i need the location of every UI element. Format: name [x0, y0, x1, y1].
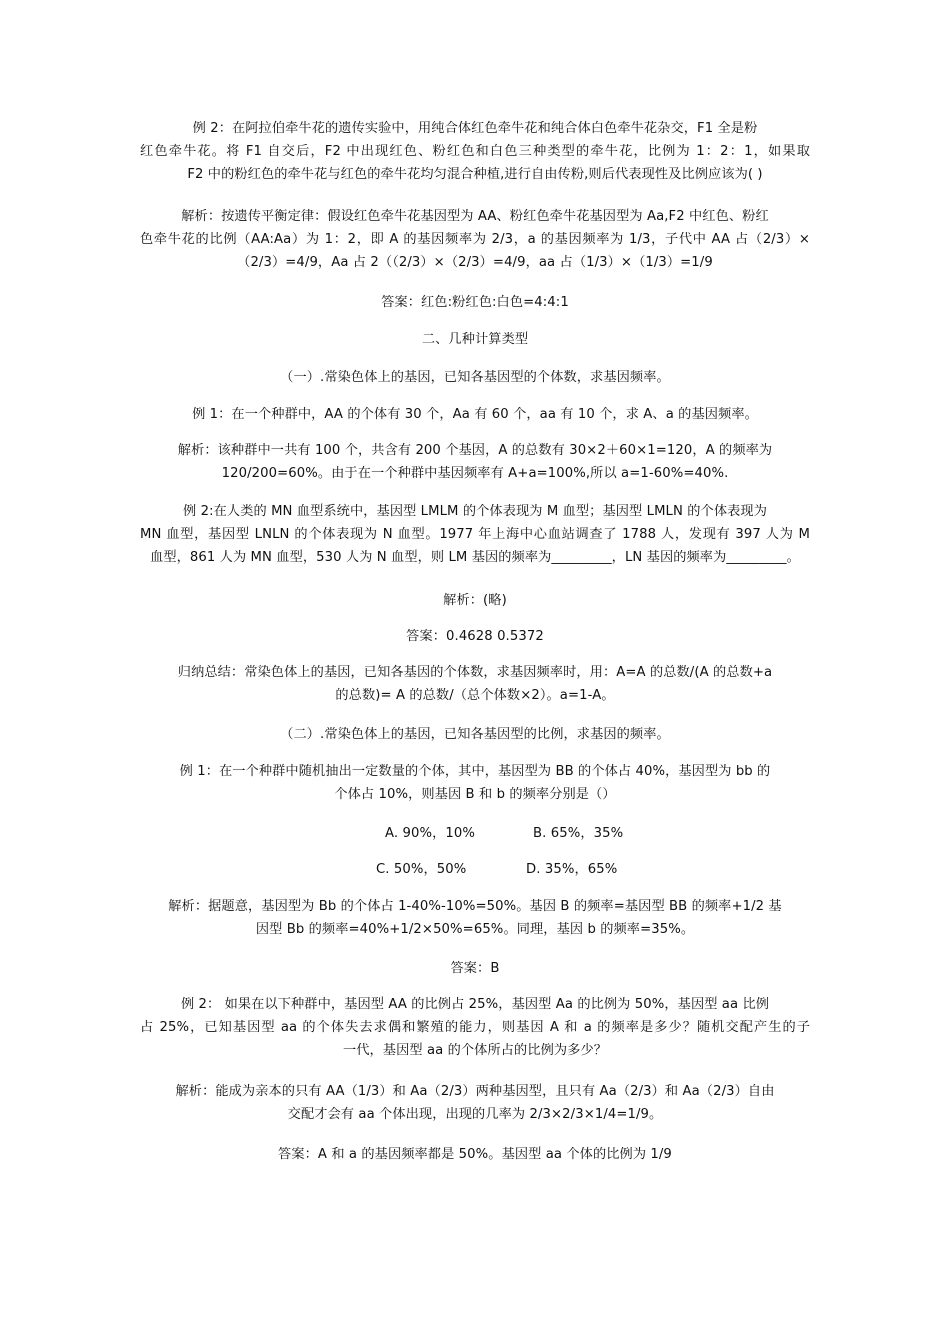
sub1-example1-problem: 例 1：在一个种群中，AA 的个体有 30 个，Aa 有 60 个，aa 有 10 个，求 A、a 的基因频率。 — [192, 407, 758, 422]
text-line: 的总数)= A 的总数/（总个体数×2）。a=1-A。 — [335, 688, 615, 703]
section2-title: 二、几种计算类型 — [421, 332, 529, 347]
text-line: 归纳总结：常染色体上的基因，已知各基因的个体数，求基因频率时，用：A=A 的总数/(A 的总数+a — [177, 665, 773, 680]
option-c: C. 50%，50% — [376, 862, 467, 877]
example2-analysis — [140, 205, 810, 274]
text-line: 解析：能成为亲本的只有 AA（1/3）和 Aa（2/3）两种基因型，且只有 Aa（2/3）和 Aa（2/3）自由 — [175, 1084, 775, 1099]
text-line: 120/200=60%。由于在一个种群中基因频率有 A+a=100%,所以 a=1-60%=40%. — [221, 466, 729, 481]
sub1-example2-problem — [140, 500, 810, 569]
sub2-example2-answer: 答案：A 和 a 的基因频率都是 50%。基因型 aa 个体的比例为 1/9 — [278, 1147, 672, 1162]
text-line: 交配才会有 aa 个体出现，出现的几率为 2/3×2/3×1/4=1/9。 — [287, 1107, 663, 1122]
text-line: 例 2： 如果在以下种群中，基因型 AA 的比例占 25%，基因型 Aa 的比例为 50%，基因型 aa 比例 — [180, 997, 770, 1012]
option-a: A. 90%，10% — [385, 826, 475, 841]
subsection2-title: （二）.常染色体上的基因，已知各基因型的比例，求基因的频率。 — [280, 727, 670, 742]
subsection1-title: （一）.常染色体上的基因，已知各基因型的个体数，求基因频率。 — [280, 370, 670, 385]
option-b: B. 65%，35% — [533, 826, 624, 841]
sub2-example2-problem — [140, 993, 810, 1062]
text-line: （2/3）=4/9，Aa 占 2（（2/3）×（2/3）=4/9，aa 占（1/3）×（1/3）=1/9 — [237, 255, 713, 270]
text-line: 血型，861 人为 MN 血型，530 人为 N 血型，则 LM 基因的频率为_________，LN 基因的频率为_________。 — [150, 550, 800, 565]
text-line: 解析：该种群中一共有 100 个，共含有 200 个基因，A 的总数有 30×2＋60×1=120，A 的频率为 — [177, 443, 773, 458]
sub2-example1-analysis — [140, 895, 810, 941]
text-line: 占 25%，已知基因型 aa 的个体失去求偶和繁殖的能力，则基因 A 和 a 的频率是多少？随机交配产生的子 — [140, 1020, 810, 1035]
options-row-2 — [140, 858, 810, 878]
text-line: 解析：按遗传平衡定律：假设红色牵牛花基因型为 AA、粉红色牵牛花基因型为 Aa,F2 中红色、粉红 — [181, 209, 769, 224]
text-line: 因型 Bb 的频率=40%+1/2×50%=65%。同理，基因 b 的频率=35%。 — [255, 922, 695, 937]
sub1-example2-analysis: 解析：(略) — [443, 593, 507, 608]
example2-problem — [140, 117, 810, 186]
text-line: 例 2：在阿拉伯牵牛花的遗传实验中，用纯合体红色牵牛花和纯合体白色牵牛花杂交，F1 全是粉 — [192, 121, 758, 136]
text-line: 个体占 10%，则基因 B 和 b 的频率分别是（） — [334, 787, 616, 802]
sub2-example1-answer: 答案：B — [450, 961, 500, 976]
text-line: MN 血型，基因型 LNLN 的个体表现为 N 血型。1977 年上海中心血站调查了 1788 人，发现有 397 人为 M — [140, 527, 810, 542]
sub1-example2-answer: 答案：0.4628 0.5372 — [406, 629, 544, 644]
text-line: 红色牵牛花。将 F1 自交后，F2 中出现红色、粉红色和白色三种类型的牵牛花，比例为 1：2：1，如果取 — [140, 144, 810, 159]
text-line: 色牵牛花的比例（AA:Aa）为 1：2，即 A 的基因频率为 2/3，a 的基因频率为 1/3，子代中 AA 占（2/3）× — [140, 232, 810, 247]
option-d: D. 35%，65% — [526, 862, 618, 877]
text-line: F2 中的粉红色的牵牛花与红色的牵牛花均匀混合种植,进行自由传粉,则后代表现性及比例应该为( ) — [187, 167, 763, 182]
example2-answer: 答案：红色:粉红色:白色=4:4:1 — [381, 295, 569, 310]
sub1-example1-analysis — [140, 439, 810, 485]
text-line: 解析：据题意，基因型为 Bb 的个体占 1-40%-10%=50%。基因 B 的频率=基因型 BB 的频率+1/2 基 — [168, 899, 782, 914]
sub1-summary — [140, 661, 810, 707]
text-line: 例 2:在人类的 MN 血型系统中，基因型 LMLM 的个体表现为 M 血型；基因型 LMLN 的个体表现为 — [183, 504, 767, 519]
sub2-example1-problem — [140, 760, 810, 806]
sub2-example2-analysis — [140, 1080, 810, 1126]
text-line: 例 1：在一个种群中随机抽出一定数量的个体，其中，基因型为 BB 的个体占 40%，基因型为 bb 的 — [179, 764, 771, 779]
options-row-1 — [140, 822, 810, 842]
text-line: 一代，基因型 aa 的个体所占的比例为多少？ — [342, 1043, 608, 1058]
